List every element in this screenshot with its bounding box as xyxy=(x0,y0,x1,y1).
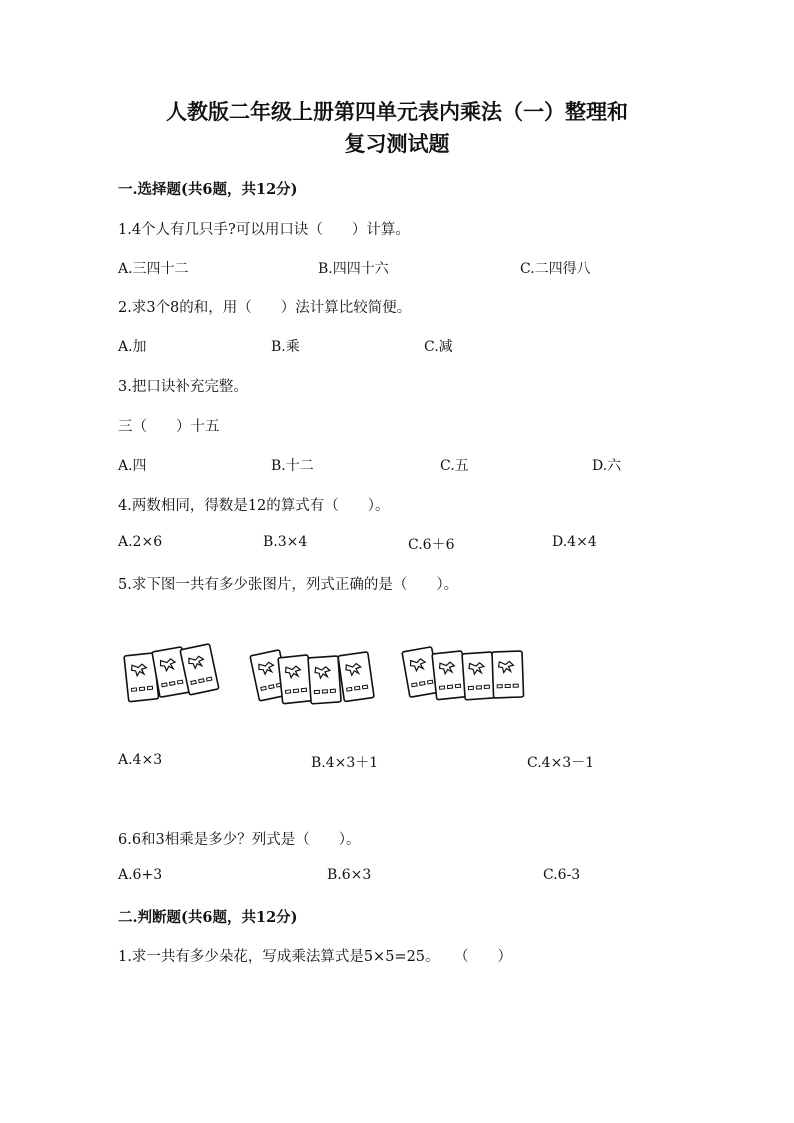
q3-option-b: B.十二 xyxy=(271,458,314,474)
q1-option-b: B.四四十六 xyxy=(318,261,389,277)
card-groups-figure xyxy=(118,636,538,712)
q2-option-b: B.乘 xyxy=(271,339,300,355)
question-3-subtext: 三（ ）十五 xyxy=(118,419,220,435)
question-4: 4.两数相同，得数是12的算式有（ ）。 xyxy=(118,498,390,514)
q3-option-c: C.五 xyxy=(440,458,469,474)
q6-option-c: C.6-3 xyxy=(543,867,581,883)
q5-option-c: C.4×3－1 xyxy=(527,755,595,771)
question-6: 6.6和3相乘是多少？列式是（ ）。 xyxy=(118,832,361,848)
q6-option-b: B.6×3 xyxy=(327,867,372,883)
question-5: 5.求下图一共有多少张图片，列式正确的是（ ）。 xyxy=(118,577,459,593)
page-title-line1: 人教版二年级上册第四单元表内乘法（一）整理和 xyxy=(166,99,628,124)
page-title-line2: 复习测试题 xyxy=(344,131,450,156)
section-heading-choice: 一.选择题(共6题，共12分) xyxy=(118,181,298,198)
q5-option-a: A.4×3 xyxy=(118,752,163,768)
section-heading-judgment: 二.判断题(共6题，共12分) xyxy=(118,909,298,926)
q2-option-c: C.减 xyxy=(424,339,453,355)
question-2: 2.求3个8的和，用（ ）法计算比较简便。 xyxy=(118,300,412,316)
question-3: 3.把口诀补充完整。 xyxy=(118,379,248,395)
q4-option-c: C.6＋6 xyxy=(408,537,455,553)
q1-option-a: A.三四十二 xyxy=(118,261,189,277)
q5-option-b: B.4×3＋1 xyxy=(311,755,379,771)
q1-option-c: C.二四得八 xyxy=(520,261,591,277)
q4-option-a: A.2×6 xyxy=(118,534,163,550)
card-group-1 xyxy=(124,644,219,702)
q4-option-b: B.3×4 xyxy=(263,534,308,550)
question-1: 1.4个人有几只手?可以用口诀（ ）计算。 xyxy=(118,222,410,238)
card-group-2 xyxy=(250,650,374,704)
judgment-question-1: 1.求一共有多少朵花，写成乘法算式是5×5=25。 （ ） xyxy=(118,949,513,965)
card-group-3 xyxy=(402,647,524,700)
q6-option-a: A.6+3 xyxy=(118,867,163,883)
q2-option-a: A.加 xyxy=(118,339,147,355)
q3-option-a: A.四 xyxy=(118,458,147,474)
q4-option-d: D.4×4 xyxy=(552,534,597,550)
q3-option-d: D.六 xyxy=(592,458,622,474)
